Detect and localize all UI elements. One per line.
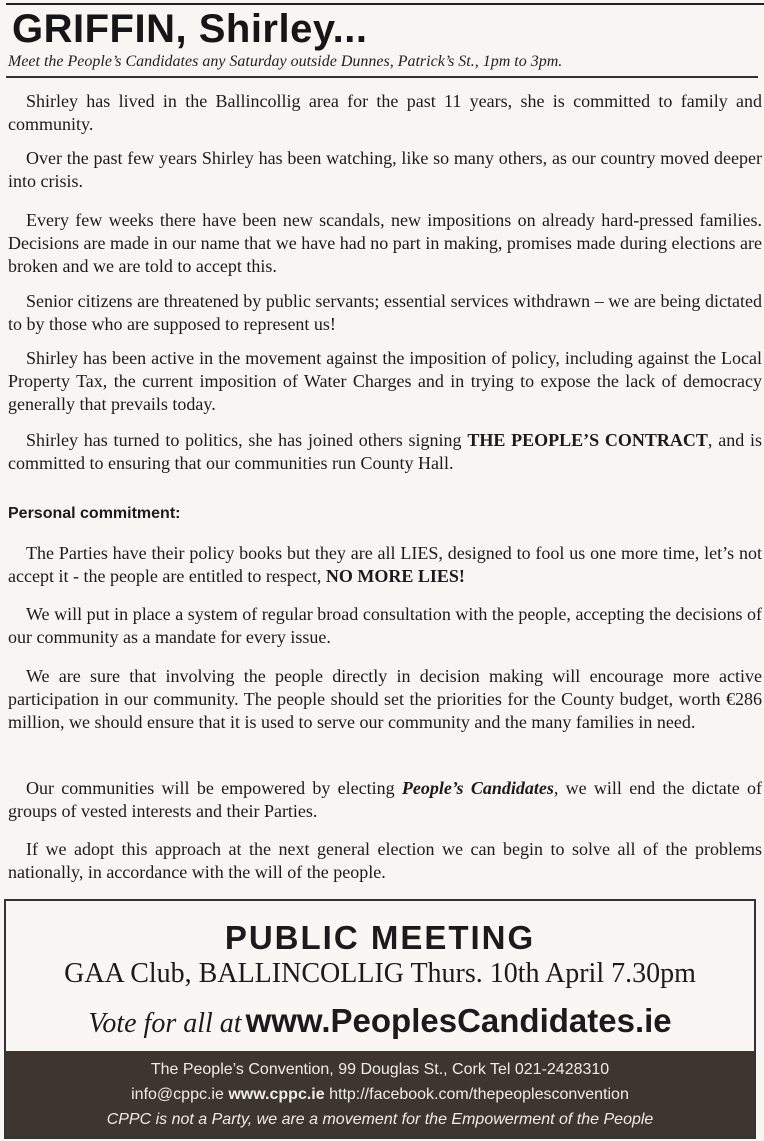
subtitle-rule [6,76,758,78]
contract-text-before: Shirley has turned to politics, she has joined others signing [26,430,468,450]
meeting-venue: GAA Club, BALLINCOLLIG Thurs. 10th April 7.30pm [64,958,696,989]
paragraph-budget: We are sure that involving the people directly in decision making will encourage more active participation in our community. The people should set the priorities for the County budget, worth €286 million, we should ensure that it is used to serve our community and the many families in need. [8,666,762,732]
empower-text-after: , we will end the dictate of groups of vested interests and their Parties. [8,778,762,821]
contract-text-after: , and is committed to ensuring that our communities run County Hall. [8,430,762,473]
paragraph-lies [8,542,762,588]
paragraph-election: If we adopt this approach at the next general election we can begin to solve all of the problems nationally, in accordance with the will of the people. [8,839,762,882]
facebook-link[interactable]: http://facebook.com/thepeoplesconvention [329,1086,629,1103]
public-meeting-title: PUBLIC MEETING [224,919,536,956]
contact-footer [6,1051,754,1137]
meeting-subtitle: Meet the People’s Candidates any Saturday outside Dunnes, Patrick’s St., 1pm to 3pm. [8,53,563,70]
paragraph-senior-citizens: Senior citizens are threatened by public servants; essential services withdrawn – we are being dictated to by those who are supposed to represent us! [8,291,762,334]
contract-bold: THE PEOPLE’S CONTRACT [467,430,708,450]
empower-text-before: Our communities will be empowered by electing [26,778,402,798]
website-link[interactable]: www.cppc.ie [228,1086,325,1103]
vote-line [6,1001,754,1048]
email-link[interactable]: info@cppc.ie [131,1086,224,1103]
paragraph-activism: Shirley has been active in the movement against the imposition of policy, including against the Local Property Tax, the current imposition of Water Charges and in trying to expose the lack of democracy generally that prevails today. [8,348,762,414]
paragraph-scandals: Every few weeks there have been new scandals, new impositions on already hard-pressed families. Decisions are made in our name that we have had no part in making, promises made during elections are broken and we are told to accept this. [8,210,762,276]
paragraph-peoples-contract [8,429,762,475]
footer-tagline: CPPC is not a Party, we are a movement for the Empowerment of the People [106,1111,654,1128]
section-heading-commitment: Personal commitment: [8,505,181,522]
lies-text-before: The Parties have their policy books but they are all LIES, designed to fool us one more time, let’s not accept it - the people are entitled to respect, [8,543,762,586]
lies-bold: NO MORE LIES! [325,566,465,586]
vote-prefix: Vote for all at [88,1008,242,1039]
paragraph-consultation: We will put in place a system of regular broad consultation with the people, accepting the decisions of our community as a mandate for every issue. [8,604,762,647]
top-rule [6,3,764,5]
footer-address: The People’s Convention, 99 Douglas St., Cork Tel 021-2428310 [150,1061,610,1078]
paragraph-ballincollig: Shirley has lived in the Ballincollig area for the past 11 years, she is committed to family and community. [8,91,762,134]
paragraph-empowered [8,777,762,823]
peoples-candidates-emphasis: People’s Candidates [401,778,554,798]
candidate-name-title: GRIFFIN, Shirley... [12,7,368,51]
footer-links-row [6,1082,754,1107]
paragraph-crisis: Over the past few years Shirley has been watching, like so many others, as our country moved deeper into crisis. [8,148,762,191]
public-meeting-box [4,899,756,1139]
peoples-candidates-link[interactable]: www.PeoplesCandidates.ie [245,1002,672,1039]
